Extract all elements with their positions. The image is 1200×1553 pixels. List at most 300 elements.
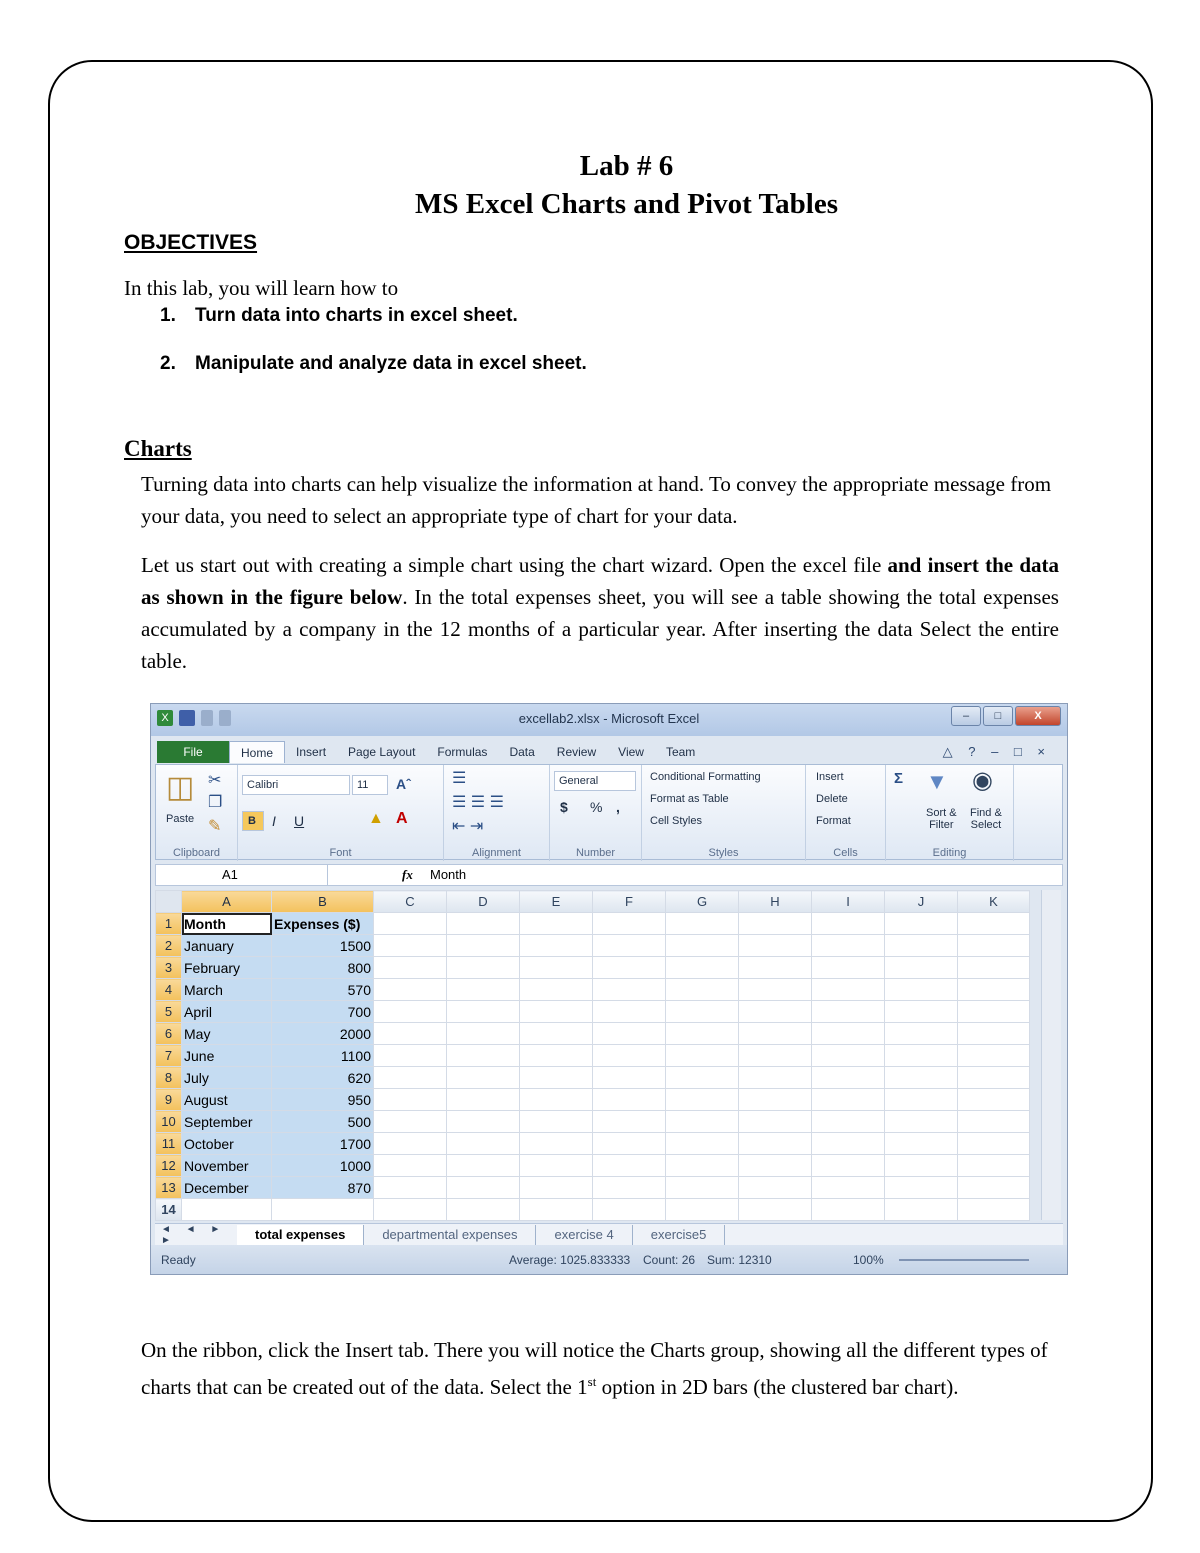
row-number[interactable]: 10 xyxy=(156,1111,182,1133)
empty-cell[interactable] xyxy=(812,1089,885,1111)
empty-cell[interactable] xyxy=(374,1111,447,1133)
empty-cell[interactable] xyxy=(739,979,812,1001)
font-name-select[interactable]: Calibri xyxy=(242,775,350,795)
empty-cell[interactable] xyxy=(958,1089,1030,1111)
empty-cell[interactable] xyxy=(739,1001,812,1023)
sheet-tab-exercise-4[interactable]: exercise 4 xyxy=(536,1225,632,1245)
empty-cell[interactable] xyxy=(885,1199,958,1221)
empty-cell[interactable] xyxy=(739,1133,812,1155)
empty-cell[interactable] xyxy=(593,1045,666,1067)
superscript: st xyxy=(587,1374,597,1389)
tab-page-layout[interactable]: Page Layout xyxy=(348,745,416,759)
excel-screenshot xyxy=(150,703,1068,1275)
empty-cell[interactable] xyxy=(593,1155,666,1177)
cell-expense[interactable]: 1100 xyxy=(272,1045,374,1067)
empty-cell[interactable] xyxy=(666,913,739,935)
cell-month[interactable]: November xyxy=(182,1155,272,1177)
empty-cell[interactable] xyxy=(885,1067,958,1089)
cell-month[interactable]: September xyxy=(182,1111,272,1133)
empty-cell[interactable] xyxy=(958,1067,1030,1089)
empty-cell[interactable] xyxy=(958,913,1030,935)
objective-item xyxy=(160,304,587,328)
empty-cell[interactable] xyxy=(593,913,666,935)
group-label: Styles xyxy=(708,847,739,859)
format-cells-button[interactable]: Format xyxy=(816,815,851,827)
empty-cell[interactable] xyxy=(812,1023,885,1045)
restore-button[interactable]: □ xyxy=(983,706,1013,726)
paragraph-charts-intro: Turning data into charts can help visualize the information at hand. To convey the appropriate message from your data, you need to select an appropriate type of chart for your data. xyxy=(141,472,1052,528)
find-label-line1: Find & xyxy=(970,807,1002,819)
tab-home[interactable]: Home xyxy=(229,741,285,763)
cell-expense[interactable]: 700 xyxy=(272,1001,374,1023)
objective-number: 1. xyxy=(160,305,176,326)
column-header[interactable]: A xyxy=(182,891,272,913)
paragraph-insert-tab xyxy=(141,1334,1059,1403)
empty-cell[interactable] xyxy=(666,957,739,979)
empty-cell[interactable] xyxy=(447,979,520,1001)
indent-icon[interactable]: ⇤ ⇥ xyxy=(452,818,484,835)
column-header[interactable]: D xyxy=(447,891,520,913)
empty-cell[interactable] xyxy=(374,913,447,935)
empty-cell[interactable] xyxy=(739,1089,812,1111)
find-icon[interactable]: ◉ xyxy=(972,767,993,794)
status-count: Count: 26 xyxy=(643,1253,696,1267)
empty-cell[interactable] xyxy=(520,1111,593,1133)
table-row xyxy=(156,1177,1030,1199)
grow-font-icon[interactable]: Aˆ xyxy=(396,776,411,792)
empty-cell[interactable] xyxy=(812,979,885,1001)
status-sum: Sum: 12310 xyxy=(707,1253,772,1267)
group-alignment xyxy=(444,765,550,861)
sheet-tabs xyxy=(155,1223,1063,1245)
empty-cell[interactable] xyxy=(593,1111,666,1133)
tab-team[interactable]: Team xyxy=(665,745,696,759)
empty-cell[interactable] xyxy=(958,1155,1030,1177)
excel-logo-icon: X xyxy=(157,710,173,726)
sort-filter-icon[interactable]: ▼ xyxy=(926,769,948,794)
column-header[interactable]: B xyxy=(272,891,374,913)
empty-cell[interactable] xyxy=(666,1089,739,1111)
table-row xyxy=(156,1001,1030,1023)
row-number[interactable]: 1 xyxy=(156,913,182,935)
empty-cell[interactable] xyxy=(812,1155,885,1177)
table-row xyxy=(156,1155,1030,1177)
empty-cell[interactable] xyxy=(666,1199,739,1221)
window-controls xyxy=(951,706,1061,726)
cell-expense[interactable]: 620 xyxy=(272,1067,374,1089)
empty-cell[interactable] xyxy=(593,1177,666,1199)
tab-data[interactable]: Data xyxy=(509,745,535,759)
empty-cell[interactable] xyxy=(374,1001,447,1023)
empty-cell[interactable] xyxy=(739,935,812,957)
zoom-slider[interactable] xyxy=(899,1259,1029,1261)
empty-cell[interactable] xyxy=(520,979,593,1001)
table-row xyxy=(156,1089,1030,1111)
empty-cell[interactable] xyxy=(447,935,520,957)
empty-cell[interactable] xyxy=(520,935,593,957)
cell-expense[interactable]: 1000 xyxy=(272,1155,374,1177)
empty-cell[interactable] xyxy=(520,957,593,979)
empty-cell[interactable] xyxy=(666,1111,739,1133)
empty-cell[interactable] xyxy=(520,1089,593,1111)
currency-button[interactable]: $ xyxy=(560,799,568,815)
empty-cell[interactable] xyxy=(374,1067,447,1089)
fill-color-icon[interactable]: ▲ xyxy=(368,810,384,827)
empty-cell[interactable] xyxy=(666,1001,739,1023)
empty-cell[interactable] xyxy=(520,1177,593,1199)
empty-cell[interactable] xyxy=(812,1067,885,1089)
column-header[interactable]: C xyxy=(374,891,447,913)
ribbon-home xyxy=(155,764,1063,860)
empty-cell[interactable] xyxy=(812,1001,885,1023)
cell-expense[interactable]: 870 xyxy=(272,1177,374,1199)
empty-cell[interactable] xyxy=(182,1199,272,1221)
tab-file[interactable]: File xyxy=(157,741,229,763)
vertical-scrollbar[interactable] xyxy=(1041,890,1061,1220)
column-header[interactable]: K xyxy=(958,891,1030,913)
empty-cell[interactable] xyxy=(739,913,812,935)
sheet-nav-arrows[interactable]: ◄ ◄ ► ► xyxy=(161,1223,227,1246)
empty-cell[interactable] xyxy=(374,979,447,1001)
sort-label-line2: Filter xyxy=(929,819,954,831)
empty-cell[interactable] xyxy=(812,935,885,957)
lab-number-title: Lab # 6 xyxy=(579,150,674,182)
empty-cell[interactable] xyxy=(520,1155,593,1177)
lab-main-title: MS Excel Charts and Pivot Tables xyxy=(415,188,838,220)
empty-cell[interactable] xyxy=(666,1045,739,1067)
window-title: excellab2.xlsx - Microsoft Excel xyxy=(518,711,700,726)
formula-input[interactable]: Month xyxy=(430,867,467,882)
tab-insert[interactable]: Insert xyxy=(296,745,327,759)
column-header[interactable]: H xyxy=(739,891,812,913)
row-number[interactable]: 13 xyxy=(156,1177,182,1199)
cell-expense[interactable]: 1700 xyxy=(272,1133,374,1155)
empty-cell[interactable] xyxy=(958,957,1030,979)
empty-cell[interactable] xyxy=(520,1023,593,1045)
formula-bar xyxy=(155,864,1063,886)
cell-expense[interactable]: 800 xyxy=(272,957,374,979)
status-ready: Ready xyxy=(161,1253,196,1267)
align-left-icon[interactable]: ☰ ☰ ☰ xyxy=(452,794,504,811)
empty-cell[interactable] xyxy=(593,1023,666,1045)
empty-cell[interactable] xyxy=(666,1177,739,1199)
cell-month[interactable]: July xyxy=(182,1067,272,1089)
empty-cell[interactable] xyxy=(593,979,666,1001)
delete-cells-button[interactable]: Delete xyxy=(816,793,848,805)
cell-month[interactable]: April xyxy=(182,1001,272,1023)
underline-button[interactable]: U xyxy=(294,813,305,829)
empty-cell[interactable] xyxy=(593,1089,666,1111)
row-number[interactable]: 4 xyxy=(156,979,182,1001)
empty-cell[interactable] xyxy=(958,979,1030,1001)
empty-cell[interactable] xyxy=(885,957,958,979)
empty-cell[interactable] xyxy=(739,1045,812,1067)
format-as-table-button[interactable]: Format as Table xyxy=(650,793,729,805)
table-row xyxy=(156,1199,1030,1221)
data-rows xyxy=(156,935,1030,1199)
empty-cell[interactable] xyxy=(739,1111,812,1133)
excel-titlebar xyxy=(151,704,1067,736)
empty-cell[interactable] xyxy=(447,957,520,979)
empty-cell[interactable] xyxy=(885,1089,958,1111)
row-number[interactable]: 9 xyxy=(156,1089,182,1111)
font-size-select[interactable]: 11 xyxy=(352,775,388,795)
empty-cell[interactable] xyxy=(812,913,885,935)
empty-cell[interactable] xyxy=(374,1045,447,1067)
empty-cell[interactable] xyxy=(812,1045,885,1067)
sheet-tab-departmental-expenses[interactable]: departmental expenses xyxy=(364,1225,536,1245)
paragraph-text: option in 2D bars (the clustered bar chart). xyxy=(596,1375,959,1399)
objectives-intro: In this lab, you will learn how to xyxy=(124,276,399,300)
group-label: Font xyxy=(329,847,352,859)
empty-cell[interactable] xyxy=(447,1111,520,1133)
empty-cell[interactable] xyxy=(374,1089,447,1111)
empty-cell[interactable] xyxy=(812,1111,885,1133)
empty-cell[interactable] xyxy=(374,1177,447,1199)
insert-cells-button[interactable]: Insert xyxy=(816,771,844,783)
bold-button[interactable]: B xyxy=(242,811,264,831)
empty-cell[interactable] xyxy=(447,1133,520,1155)
number-format-select[interactable]: General xyxy=(554,771,636,791)
empty-cell[interactable] xyxy=(958,1133,1030,1155)
empty-cell[interactable] xyxy=(739,1023,812,1045)
empty-cell[interactable] xyxy=(520,913,593,935)
paragraph-text: Let us start out with creating a simple chart using the chart wizard. Open the excel file xyxy=(141,553,888,577)
empty-cell[interactable] xyxy=(885,979,958,1001)
cell-expense[interactable]: 1500 xyxy=(272,935,374,957)
cell-month[interactable]: December xyxy=(182,1177,272,1199)
row-number[interactable]: 6 xyxy=(156,1023,182,1045)
group-font xyxy=(238,765,444,861)
column-header[interactable]: F xyxy=(593,891,666,913)
sort-label-line1: Sort & xyxy=(926,807,957,819)
copy-icon[interactable]: ❐ xyxy=(208,794,223,811)
empty-cell[interactable] xyxy=(520,1067,593,1089)
empty-cell[interactable] xyxy=(812,1177,885,1199)
table-row xyxy=(156,1023,1030,1045)
cell-header-month[interactable]: Month xyxy=(182,913,272,935)
table-row xyxy=(156,935,1030,957)
objective-item xyxy=(160,352,587,376)
cell-expense[interactable]: 500 xyxy=(272,1111,374,1133)
empty-cell[interactable] xyxy=(593,935,666,957)
cell-expense[interactable]: 570 xyxy=(272,979,374,1001)
objectives-list xyxy=(160,304,587,376)
empty-cell[interactable] xyxy=(374,1155,447,1177)
minimize-button[interactable]: – xyxy=(951,706,981,726)
row-number[interactable]: 14 xyxy=(156,1199,182,1221)
empty-cell[interactable] xyxy=(666,979,739,1001)
conditional-formatting-button[interactable]: Conditional Formatting xyxy=(650,771,761,783)
empty-cell[interactable] xyxy=(885,1133,958,1155)
cell-month[interactable]: June xyxy=(182,1045,272,1067)
sheet-tab-exercise5[interactable]: exercise5 xyxy=(633,1225,726,1245)
empty-cell[interactable] xyxy=(447,1199,520,1221)
empty-cell[interactable] xyxy=(958,1177,1030,1199)
empty-cell[interactable] xyxy=(885,1023,958,1045)
row-number[interactable]: 11 xyxy=(156,1133,182,1155)
italic-button[interactable]: I xyxy=(272,813,276,829)
group-label: Number xyxy=(575,847,616,859)
status-bar xyxy=(151,1245,1067,1275)
empty-cell[interactable] xyxy=(593,1199,666,1221)
empty-cell[interactable] xyxy=(666,1155,739,1177)
empty-cell[interactable] xyxy=(447,1001,520,1023)
empty-cell[interactable] xyxy=(739,1177,812,1199)
cell-expense[interactable]: 950 xyxy=(272,1089,374,1111)
group-label: Cells xyxy=(833,847,858,859)
empty-cell[interactable] xyxy=(520,1199,593,1221)
empty-cell[interactable] xyxy=(885,1177,958,1199)
cell-styles-button[interactable]: Cell Styles xyxy=(650,815,702,827)
cell-month[interactable]: August xyxy=(182,1089,272,1111)
table-row xyxy=(156,1133,1030,1155)
empty-cell[interactable] xyxy=(958,935,1030,957)
empty-cell[interactable] xyxy=(958,1023,1030,1045)
comma-button[interactable]: , xyxy=(616,799,620,815)
cell-month[interactable]: January xyxy=(182,935,272,957)
font-color-icon[interactable]: A xyxy=(396,810,408,827)
empty-cell[interactable] xyxy=(666,1067,739,1089)
objective-text: Manipulate and analyze data in excel sheet. xyxy=(195,353,587,374)
objectives-heading: OBJECTIVES xyxy=(124,231,258,254)
empty-cell[interactable] xyxy=(447,1023,520,1045)
empty-cell[interactable] xyxy=(447,1155,520,1177)
cell-month[interactable]: March xyxy=(182,979,272,1001)
autosum-icon[interactable]: Σ xyxy=(894,770,904,787)
empty-cell[interactable] xyxy=(885,1155,958,1177)
empty-cell[interactable] xyxy=(374,1199,447,1221)
paragraph-text: On the ribbon, click the Insert tab. There you will notice the Charts group, showing all the different types of charts that can be created out of the data. Select the 1 xyxy=(141,1338,1048,1399)
zoom-level[interactable]: 100% xyxy=(853,1253,884,1267)
cell-expense[interactable]: 2000 xyxy=(272,1023,374,1045)
empty-cell[interactable] xyxy=(593,957,666,979)
empty-cell[interactable] xyxy=(958,1045,1030,1067)
objective-number: 2. xyxy=(160,353,176,374)
table-row xyxy=(156,957,1030,979)
empty-cell[interactable] xyxy=(374,935,447,957)
paste-icon[interactable]: ◫ xyxy=(166,771,195,804)
empty-cell[interactable] xyxy=(812,957,885,979)
table-row xyxy=(156,1111,1030,1133)
empty-cell[interactable] xyxy=(447,1045,520,1067)
select-all-corner[interactable] xyxy=(156,891,182,913)
cell-month[interactable]: May xyxy=(182,1023,272,1045)
empty-cell[interactable] xyxy=(593,1001,666,1023)
empty-cell[interactable] xyxy=(666,935,739,957)
cell-month[interactable]: February xyxy=(182,957,272,979)
empty-cell[interactable] xyxy=(739,1199,812,1221)
group-editing xyxy=(886,765,1014,861)
column-header[interactable]: J xyxy=(885,891,958,913)
tab-formulas[interactable]: Formulas xyxy=(437,745,488,759)
empty-cell[interactable] xyxy=(666,1133,739,1155)
sheet-tab-total-expenses[interactable]: total expenses xyxy=(237,1225,364,1245)
paragraph-chart-wizard xyxy=(141,549,1059,677)
name-box[interactable]: A1 xyxy=(156,865,328,885)
empty-cell[interactable] xyxy=(520,1045,593,1067)
fx-icon[interactable]: fx xyxy=(402,867,413,882)
find-select-label[interactable] xyxy=(970,807,1002,831)
empty-cell[interactable] xyxy=(593,1067,666,1089)
row-number[interactable]: 5 xyxy=(156,1001,182,1023)
paragraph-bold-text: and insert the data as shown in the figure below xyxy=(141,553,1059,609)
tab-view[interactable]: View xyxy=(618,745,644,759)
empty-cell[interactable] xyxy=(374,1133,447,1155)
close-button[interactable]: X xyxy=(1015,706,1061,726)
empty-cell[interactable] xyxy=(739,957,812,979)
status-average: Average: 1025.833333 xyxy=(509,1253,631,1267)
empty-cell[interactable] xyxy=(885,935,958,957)
cell-header-expenses[interactable]: Expenses ($) xyxy=(272,913,374,935)
row-number[interactable]: 3 xyxy=(156,957,182,979)
empty-cell[interactable] xyxy=(593,1133,666,1155)
empty-cell[interactable] xyxy=(812,1199,885,1221)
empty-cell[interactable] xyxy=(812,1133,885,1155)
group-cells xyxy=(806,765,886,861)
find-label-line2: Select xyxy=(970,819,1002,831)
group-label: Alignment xyxy=(472,847,521,859)
empty-cell[interactable] xyxy=(272,1199,374,1221)
table-row xyxy=(156,1045,1030,1067)
cut-icon[interactable]: ✂ xyxy=(208,772,222,789)
table-row xyxy=(156,1067,1030,1089)
column-header-row xyxy=(156,891,1030,913)
ribbon-tabs xyxy=(151,740,1067,764)
table-row xyxy=(156,913,1030,935)
empty-cell[interactable] xyxy=(885,1111,958,1133)
row-number[interactable]: 12 xyxy=(156,1155,182,1177)
empty-cell[interactable] xyxy=(739,1155,812,1177)
sort-filter-label[interactable] xyxy=(926,807,957,831)
align-top-icon[interactable]: ☰ xyxy=(452,770,467,787)
empty-cell[interactable] xyxy=(447,1067,520,1089)
empty-cell[interactable] xyxy=(447,913,520,935)
empty-cell[interactable] xyxy=(447,1089,520,1111)
charts-heading: Charts xyxy=(124,436,192,461)
tab-review[interactable]: Review xyxy=(556,745,597,759)
empty-cell[interactable] xyxy=(374,1023,447,1045)
empty-cell[interactable] xyxy=(958,1001,1030,1023)
empty-cell[interactable] xyxy=(520,1133,593,1155)
format-painter-icon[interactable]: ✎ xyxy=(208,818,222,835)
group-number xyxy=(550,765,642,861)
empty-cell[interactable] xyxy=(885,913,958,935)
group-styles xyxy=(642,765,806,861)
help-controls[interactable]: △ ? – □ × xyxy=(942,744,1051,759)
empty-cell[interactable] xyxy=(885,1045,958,1067)
cell-month[interactable]: October xyxy=(182,1133,272,1155)
row-number[interactable]: 8 xyxy=(156,1067,182,1089)
empty-cell[interactable] xyxy=(885,1001,958,1023)
column-header[interactable]: E xyxy=(520,891,593,913)
paste-label[interactable]: Paste xyxy=(166,813,195,825)
row-number[interactable]: 7 xyxy=(156,1045,182,1067)
column-header[interactable]: I xyxy=(812,891,885,913)
empty-cell[interactable] xyxy=(739,1067,812,1089)
paragraph-text: . In the total expenses sheet, you will see a table showing the total expenses accumulated by a company in the 12 months of a particular year. After inserting the data Select the entire table. xyxy=(141,585,1059,673)
percent-button[interactable]: % xyxy=(590,799,603,815)
empty-cell[interactable] xyxy=(958,1199,1030,1221)
empty-cell[interactable] xyxy=(374,957,447,979)
empty-cell[interactable] xyxy=(958,1111,1030,1133)
empty-cell[interactable] xyxy=(447,1177,520,1199)
group-label: Clipboard xyxy=(172,847,221,859)
empty-cell[interactable] xyxy=(520,1001,593,1023)
column-header[interactable]: G xyxy=(666,891,739,913)
row-number[interactable]: 2 xyxy=(156,935,182,957)
empty-cell[interactable] xyxy=(666,1023,739,1045)
